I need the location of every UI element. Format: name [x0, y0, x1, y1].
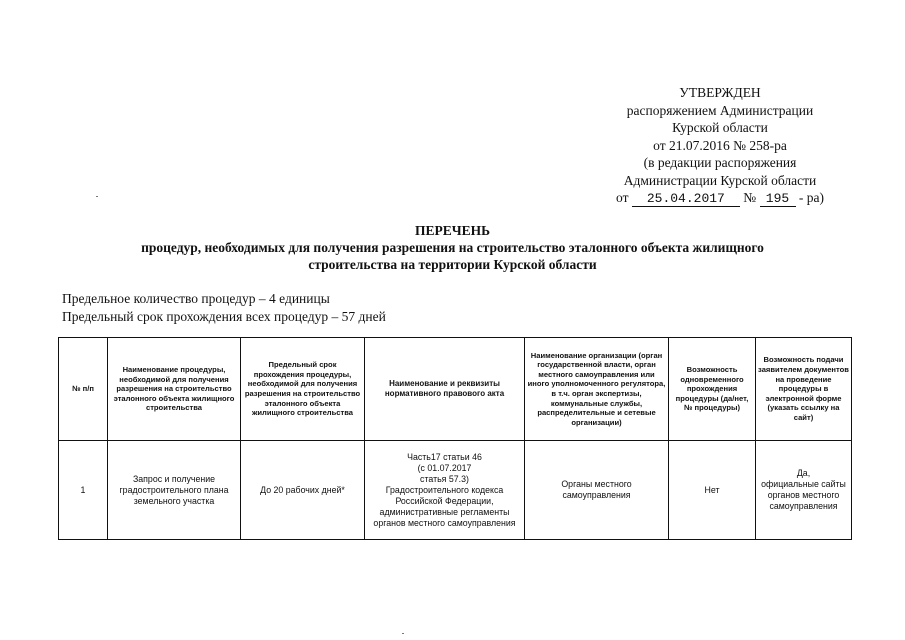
procedures-table: [58, 337, 852, 540]
approval-heading: УТВЕРЖДЕН: [679, 85, 761, 100]
procedure-term: Предельный срок прохождения всех процедур – 57 дней: [62, 309, 386, 324]
header-simultaneous: Возможность одновременного прохождения процедуры (да/нет, № процедуры): [669, 338, 756, 441]
title-heading: ПЕРЕЧЕНЬ: [414, 223, 491, 238]
row-legal-act-line-4: Градостроительного кодекса Российской Федерации, административные регламенты органов местного самоуправления: [373, 484, 516, 528]
row-legal-act-line-3: статья 57.3): [420, 473, 469, 484]
row-term: До 20 рабочих дней*: [241, 441, 365, 540]
header-organization: Наименование организации (орган государственной власти, орган местного самоуправления или иного уполномоченного регулятора, в т.ч. орган экспертизы, коммунальные службы, распределительные и сетевые организации): [525, 338, 669, 441]
row-legal-act-line-2: (с 01.07.2017: [417, 462, 472, 473]
amendment-date-line: [600, 189, 840, 207]
procedure-count: Предельное количество процедур – 4 единицы: [62, 291, 330, 306]
scan-speck: [402, 633, 404, 634]
row-organization: Органы местного самоуправления: [525, 441, 669, 540]
header-term: Предельный срок прохождения процедуры, необходимой для получения разрешения на строительство эталонного объекта жилищного строительства: [241, 338, 365, 441]
approval-block: [600, 84, 840, 207]
amendment-number: 195: [760, 192, 796, 207]
title-line-1: процедур, необходимых для получения разрешения на строительство эталонного объекта жилищного: [141, 240, 764, 255]
approval-line-5: Администрации Курской области: [623, 172, 817, 188]
row-procedure-name: Запрос и получение градостроительного плана земельного участка: [108, 441, 241, 540]
header-procedure-name: Наименование процедуры, необходимой для получения разрешения на строительство эталонного объекта жилищного строительства: [108, 338, 241, 441]
header-num: № п/п: [59, 338, 108, 441]
row-simultaneous: Нет: [669, 441, 756, 540]
scan-speck: [96, 196, 98, 197]
row-electronic-line-1: Да,: [796, 468, 811, 478]
header-legal-act: Наименование и реквизиты нормативного правового акта: [365, 338, 525, 441]
row-legal-act-line-1: Часть17 статьи 46: [407, 451, 482, 462]
row-electronic: [756, 441, 852, 540]
header-electronic: Возможность подачи заявителем документов на проведение процедуры в электронной форме (указать ссылку на сайт): [756, 338, 852, 441]
number-sign: №: [743, 190, 757, 205]
approval-line-1: распоряжением Администрации: [626, 102, 814, 118]
approval-line-4: (в редакции распоряжения: [643, 155, 797, 170]
date-prefix: от: [616, 190, 629, 205]
amendment-suffix: - ра): [798, 190, 824, 205]
document-title: [60, 222, 845, 273]
row-num: 1: [59, 441, 108, 540]
approval-line-3: от 21.07.2016 № 258-ра: [653, 137, 787, 153]
amendment-date: 25.04.2017: [632, 192, 740, 207]
table-row: [59, 441, 852, 540]
title-line-2: строительства на территории Курской области: [308, 257, 597, 272]
table-header-row: [59, 338, 852, 441]
row-electronic-line-2: официальные сайты органов местного самоуправления: [761, 479, 846, 511]
summary-block: [62, 290, 386, 326]
row-legal-act: [365, 441, 525, 540]
approval-line-2: Курской области: [672, 120, 768, 135]
